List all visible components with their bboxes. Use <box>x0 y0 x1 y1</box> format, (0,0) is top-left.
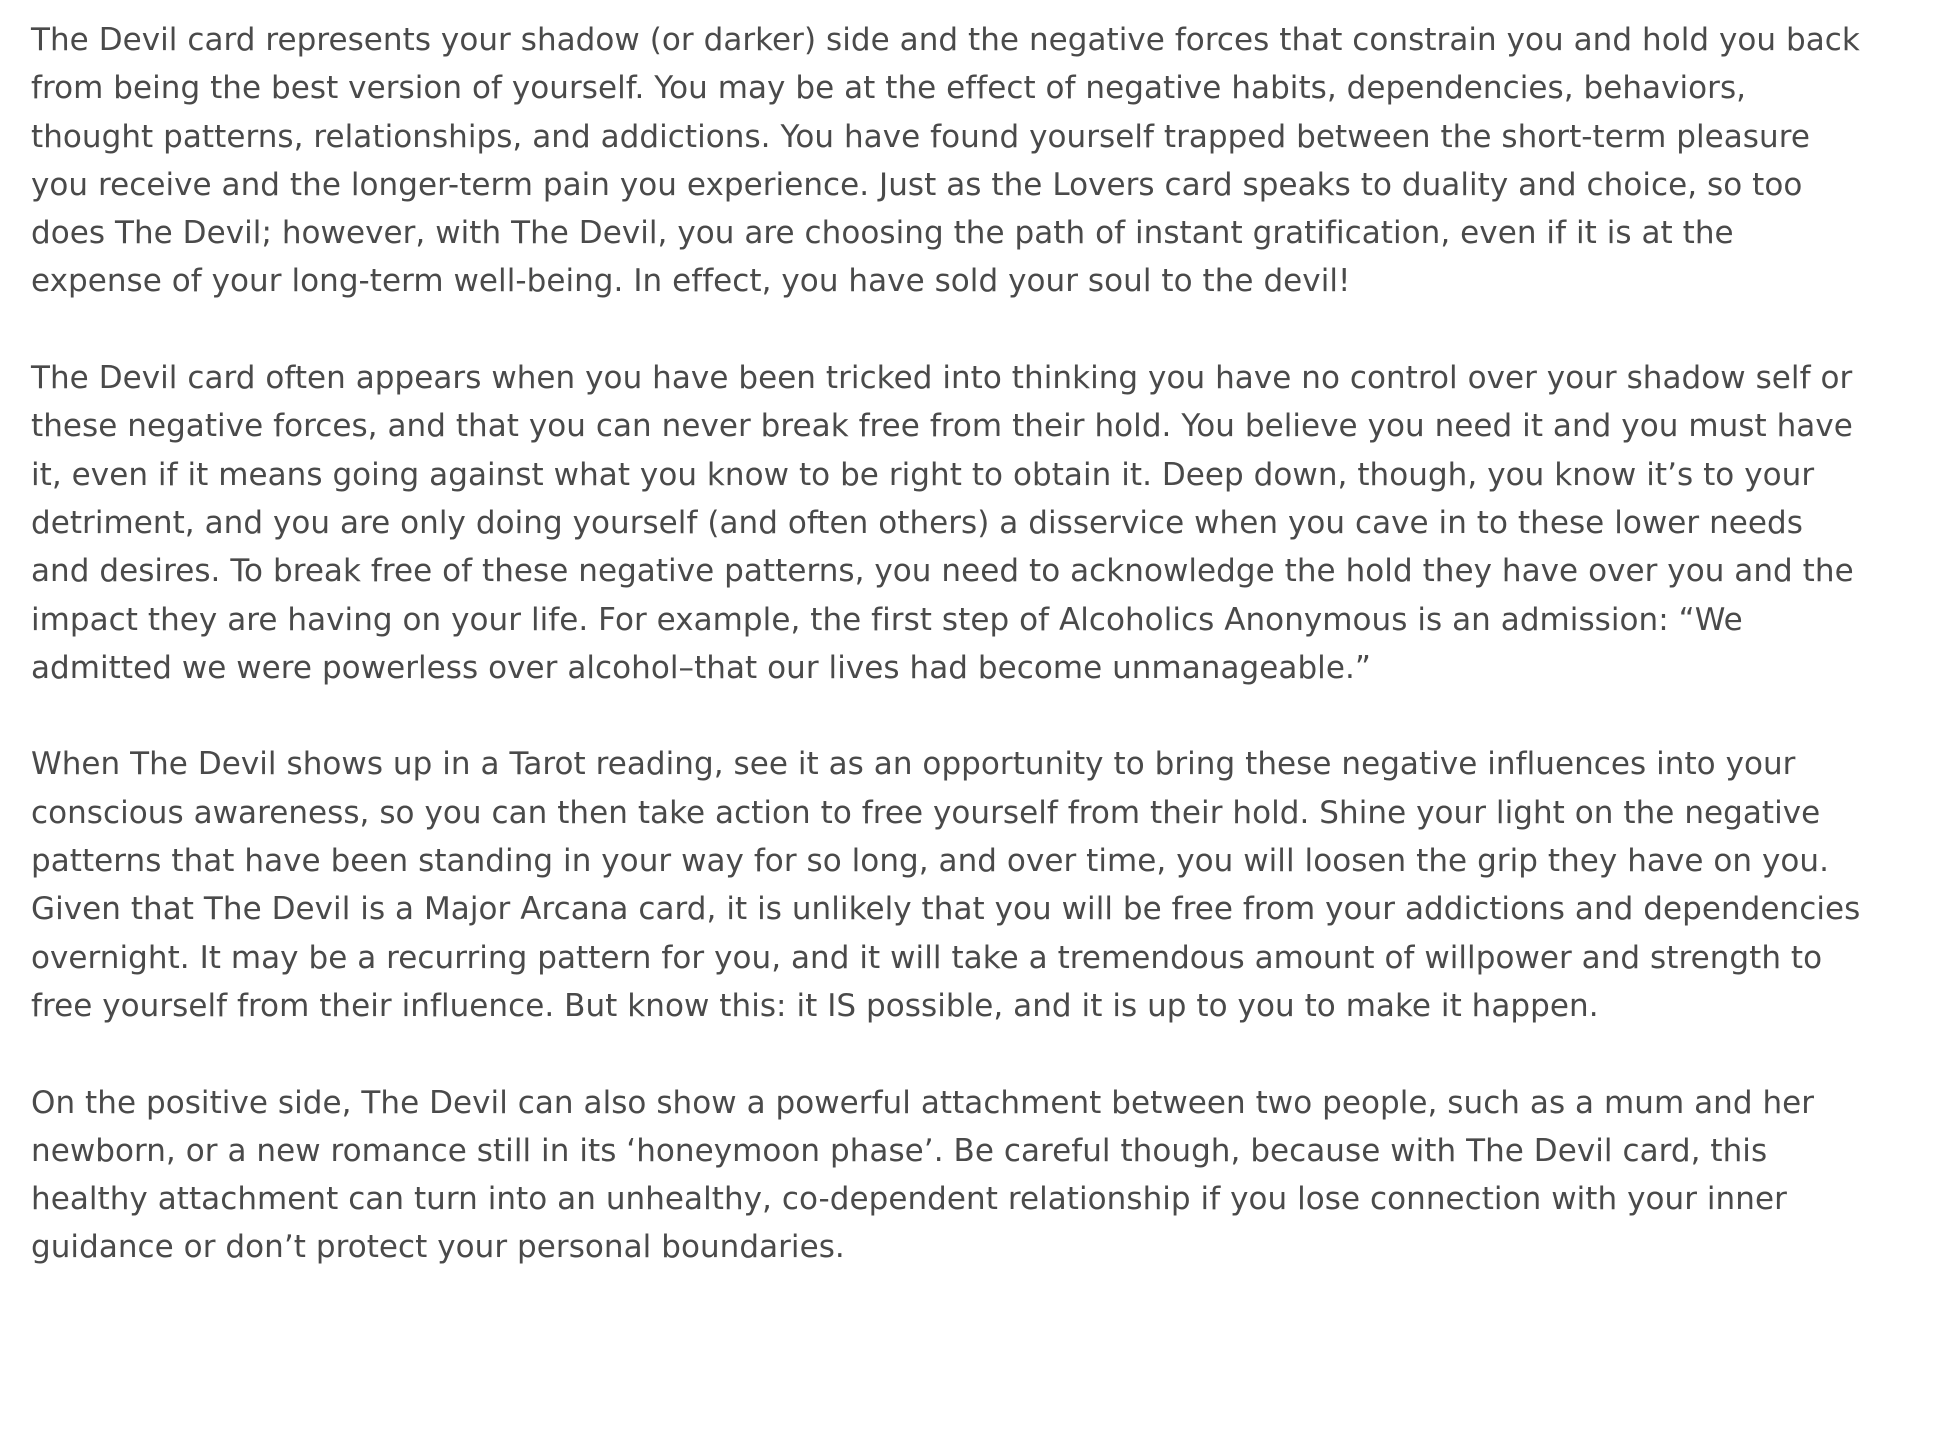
paragraph-tricked-into-control: The Devil card often appears when you have been tricked into thinking you have no control over your shadow self or these negative forces, and that you can never break free from their hold. You believe you need it and you must have it, even if it means going against what you know to be right to obtain it. Deep down, though, you know it’s to your detriment, and you are only doing yourself (and often others) a disservice when you cave in to these lower needs and desires. To break free of these negative patterns, you need to acknowledge the hold they have over you and the impact they are having on your life. For example, the first step of Alcoholics Anonymous is an admission: “We admitted we were powerless over alcohol–that our lives had become unmanageable.” <box>31 360 1854 686</box>
paragraph-shadow-side: The Devil card represents your shadow (or darker) side and the negative forces that constrain you and hold you back from being the best version of yourself. You may be at the effect of negative habits, dependencies, behaviors, thought patterns, relationships, and addictions. You have found yourself trapped between the short-term pleasure you receive and the longer-term pain you experience. Just as the Lovers card speaks to duality and choice, so too does The Devil; however, with The Devil, you are choosing the path of instant gratification, even if it is at the expense of your long-term well-being. In effect, you have sold your soul to the devil! <box>31 22 1860 300</box>
paragraph-positive-side: On the positive side, The Devil can also show a powerful attachment between two people, such as a mum and her newborn, or a new romance still in its ‘honeymoon phase’. Be careful though, because with The Devil card, this healthy attachment can turn into an unhealthy, co-dependent relationship if you lose connection with your inner guidance or don’t protect your personal boundaries. <box>31 1084 1815 1266</box>
article-body <box>31 16 1861 1272</box>
paragraph-tarot-reading: When The Devil shows up in a Tarot reading, see it as an opportunity to bring these negative influences into your conscious awareness, so you can then take action to free yourself from their hold. Shine your light on the negative patterns that have been standing in your way for so long, and over time, you will loosen the grip they have on you. Given that The Devil is a Major Arcana card, it is unlikely that you will be free from your addictions and dependencies overnight. It may be a recurring pattern for you, and it will take a tremendous amount of willpower and strength to free yourself from their influence. But know this: it IS possible, and it is up to you to make it happen. <box>31 746 1861 1024</box>
